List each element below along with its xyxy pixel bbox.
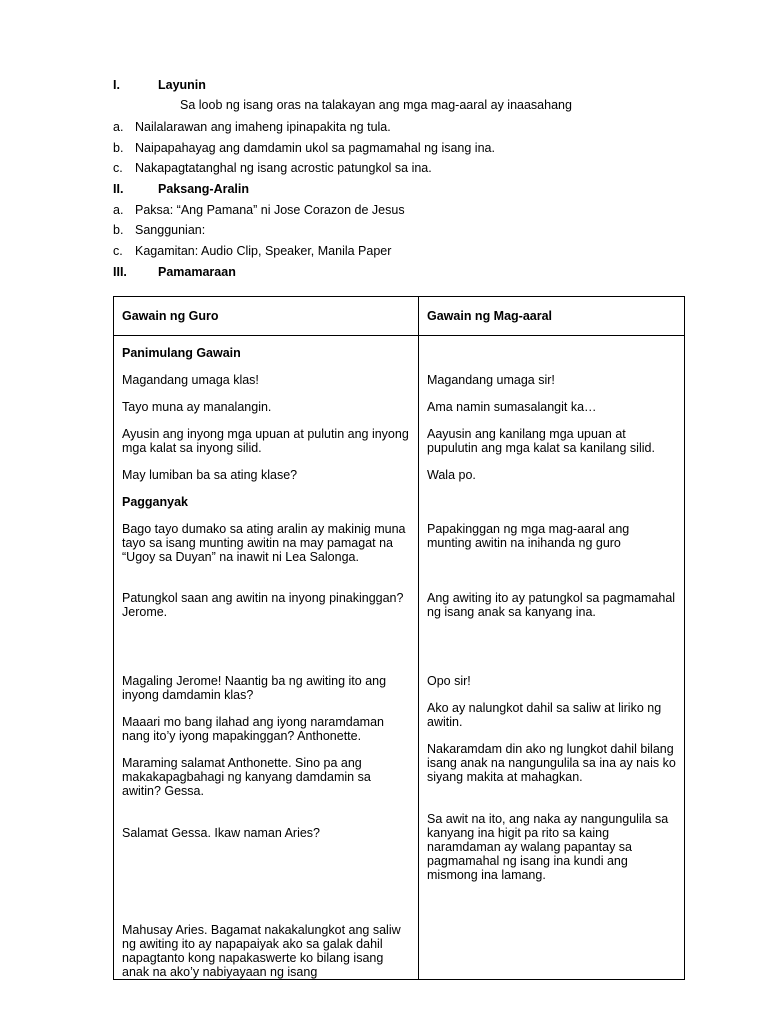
guro-entry: Mahusay Aries. Bagamat nakakalungkot ang saliw ng awiting ito ay napapaiyak ako sa galak dahil napagtanto kong napakaswerte ko bilang isang anak na ako’y nabiyayaan ng isang	[122, 923, 401, 979]
table-header-row	[114, 297, 685, 336]
section-heading-paksa	[113, 180, 249, 198]
spacer	[427, 495, 676, 509]
paksa-item	[113, 221, 205, 239]
guro-entry: Maaari mo bang ilahad ang iyong naramdaman nang ito’y iyong mapakinggan? Anthonette.	[122, 715, 384, 743]
guro-entry: Maraming salamat Anthonette. Sino pa ang makakapagbahagi ng kanyang damdamin sa awitin? Gessa.	[122, 756, 371, 798]
item-letter: a.	[113, 120, 124, 134]
section-heading-layunin	[113, 76, 206, 94]
guro-entry: Tayo muna ay manalangin.	[122, 400, 272, 414]
guro-entry: Magaling Jerome! Naantig ba ng awiting ito ang inyong damdamin klas?	[122, 674, 387, 702]
guro-entry: Ayusin ang inyong mga upuan at pulutin ang inyong mga kalat sa inyong silid.	[122, 427, 409, 455]
section-number: I.	[113, 78, 120, 92]
item-letter: b.	[113, 141, 124, 155]
section-title: Layunin	[158, 78, 206, 92]
item-letter: c.	[113, 161, 123, 175]
item-text: Paksa: “Ang Pamana” ni Jose Corazon de Jesus	[135, 203, 405, 217]
item-text: Sanggunian:	[135, 223, 206, 237]
mag-aaral-entry: Wala po.	[427, 468, 476, 482]
objective-item	[113, 118, 391, 136]
item-text: Nailalarawan ang imaheng ipinapakita ng tula.	[135, 120, 391, 134]
guro-column	[114, 336, 419, 980]
intro-text: Sa loob ng isang oras na talakayan ang mga mag-aaral ay inaasahang	[180, 98, 572, 112]
guro-entry: Salamat Gessa. Ikaw naman Aries?	[122, 826, 321, 840]
mag-aaral-entry: Ama namin sumasalangit ka…	[427, 400, 597, 414]
item-letter: c.	[113, 244, 123, 258]
subhead-pagganyak: Pagganyak	[122, 495, 189, 509]
paksa-item	[113, 201, 405, 219]
section-number: II.	[113, 182, 124, 196]
mag-aaral-entry: Magandang umaga sir!	[427, 373, 555, 387]
objective-item	[113, 159, 432, 177]
section-title: Paksang-Aralin	[158, 182, 250, 196]
procedure-table	[113, 296, 685, 980]
mag-aaral-entry: Papakinggan ng mga mag-aaral ang munting awitin na inihanda ng guro	[427, 522, 630, 550]
mag-aaral-entry: Nakaramdam din ako ng lungkot dahil bilang isang anak na nangungulila sa ina ay nais ko siyang makita at mahagkan.	[427, 742, 676, 784]
item-text: Kagamitan: Audio Clip, Speaker, Manila Paper	[135, 244, 392, 258]
guro-entry: Bago tayo dumako sa ating aralin ay makinig muna tayo sa isang munting awitin na may pamagat na “Ugoy sa Duyan” na inawit ni Lea Salonga.	[122, 522, 406, 564]
mag-aaral-entry: Aayusin ang kanilang mga upuan at pupulutin ang mga kalat sa kanilang silid.	[427, 427, 655, 455]
mag-aaral-entry: Opo sir!	[427, 674, 471, 688]
section-title: Pamamaraan	[158, 265, 236, 279]
mag-aaral-entry: Ako ay nalungkot dahil sa saliw at liriko ng awitin.	[427, 701, 662, 729]
mag-aaral-entry: Ang awiting ito ay patungkol sa pagmamahal ng isang anak sa kanyang ina.	[427, 591, 676, 619]
guro-entry: May lumiban ba sa ating klase?	[122, 468, 298, 482]
guro-entry: Patungkol saan ang awitin na inyong pinakinggan? Jerome.	[122, 591, 404, 619]
item-text: Naipapahayag ang damdamin ukol sa pagmamahal ng isang ina.	[135, 141, 495, 155]
subhead-panimula: Panimulang Gawain	[122, 346, 241, 360]
spacer	[427, 346, 676, 360]
section-number: III.	[113, 265, 127, 279]
guro-entry: Magandang umaga klas!	[122, 373, 259, 387]
paksa-item	[113, 242, 391, 260]
item-text: Nakapagtatanghal ng isang acrostic patungkol sa ina.	[135, 161, 432, 175]
mag-aaral-entry: Sa awit na ito, ang naka ay nangungulila sa kanyang ina higit pa rito sa kaing naramdaman ay walang papantay sa pagmamahal ng isang ina kundi ang mismong ina lamang.	[427, 812, 669, 882]
section-heading-pamamaraan	[113, 263, 236, 281]
objective-item	[113, 139, 495, 157]
item-letter: a.	[113, 203, 124, 217]
table-row	[114, 336, 685, 980]
header-gawain-guro: Gawain ng Guro	[114, 297, 419, 336]
header-gawain-mag-aaral: Gawain ng Mag-aaral	[419, 297, 685, 336]
item-letter: b.	[113, 223, 124, 237]
mag-aaral-column	[419, 336, 685, 980]
